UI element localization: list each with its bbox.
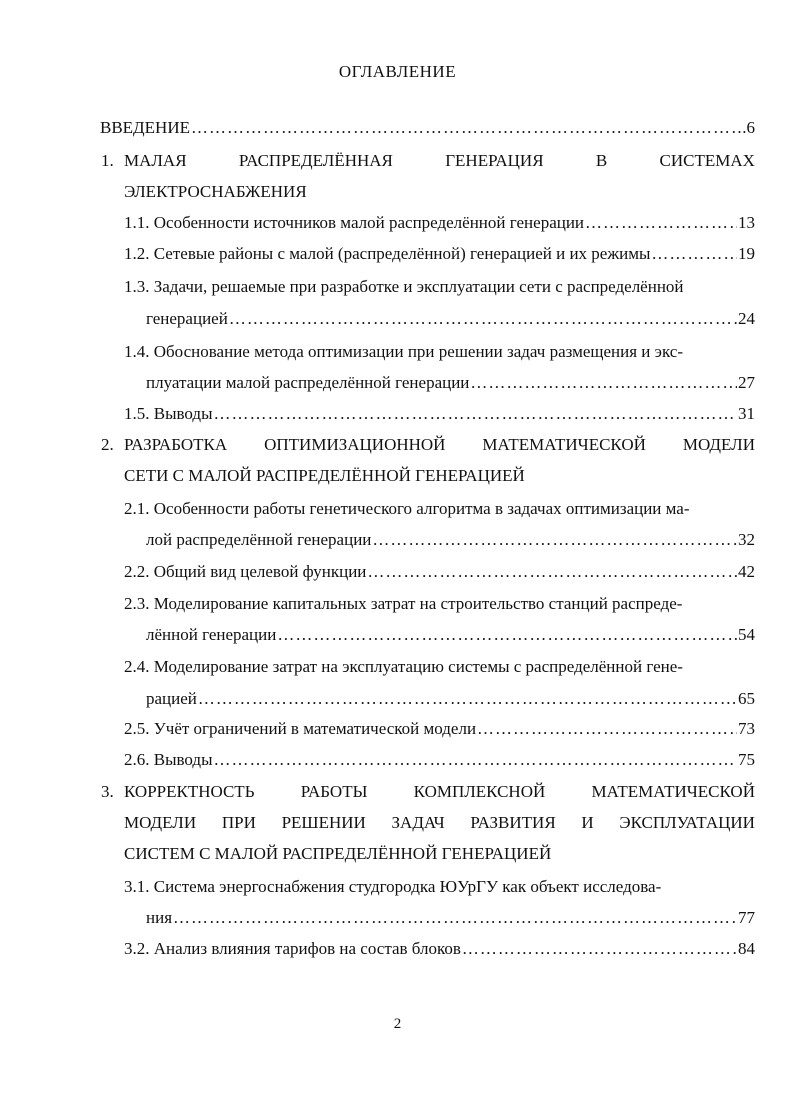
chapter-3-heading-line1[interactable] [124, 781, 755, 803]
toc-item-1-3-line1[interactable]: 1.3. Задачи, решаемые при разработке и эксплуатации сети с распределённой [124, 277, 684, 296]
dot-leader [214, 403, 737, 425]
chapter-2-heading-line1[interactable] [124, 434, 755, 456]
toc-item-label: лой распределённой генерации [146, 530, 372, 549]
toc-item-label: 1.2. Сетевые районы с малой (распределённой) генерацией и их режимы [124, 244, 651, 263]
chapter-3-word: РАЗВИТИЯ [470, 813, 556, 832]
toc-item-label: 2.6. Выводы [124, 750, 213, 769]
toc-item-page: 42 [738, 562, 755, 581]
toc-item-2-4-line2[interactable] [146, 688, 755, 710]
chapter-3-word: КОРРЕКТНОСТЬ [124, 782, 255, 801]
dot-leader [470, 372, 737, 394]
dot-leader [214, 749, 737, 771]
chapter-3-word: РЕШЕНИИ [281, 813, 366, 832]
dot-leader [462, 938, 737, 960]
chapter-2-word: РАЗРАБОТКА [124, 435, 228, 454]
toc-item-label: рацией [146, 689, 197, 708]
toc-item-1-2[interactable] [124, 243, 755, 265]
page-title: ОГЛАВЛЕНИЕ [338, 62, 457, 81]
chapter-1-word: МАЛАЯ [124, 151, 187, 170]
chapter-1-heading-line1[interactable] [124, 150, 755, 172]
toc-item-3-1-line2[interactable] [146, 907, 755, 929]
toc-item-1-1[interactable] [124, 212, 755, 234]
chapter-2-word: МОДЕЛИ [682, 435, 755, 454]
chapter-1-word: ГЕНЕРАЦИЯ [445, 151, 544, 170]
toc-item-2-5[interactable] [124, 718, 755, 740]
toc-item-page: 84 [738, 939, 755, 958]
dot-leader [229, 308, 737, 330]
dot-leader [198, 688, 737, 710]
toc-item-label: 3.2. Анализ влияния тарифов на состав блоков [124, 939, 461, 958]
chapter-3-heading-line2 [124, 812, 755, 834]
chapter-1-number: 1. [101, 151, 114, 170]
toc-intro-label: ВВЕДЕНИЕ [100, 118, 190, 137]
toc-item-label: лённой генерации [146, 625, 277, 644]
toc-item-label: ния [146, 908, 173, 927]
toc-intro[interactable] [100, 117, 755, 139]
chapter-3-number: 3. [101, 782, 114, 801]
chapter-3-word: МОДЕЛИ [124, 813, 197, 832]
toc-item-page: 24 [738, 309, 755, 328]
dot-leader [367, 561, 737, 583]
chapter-3-word: ЗАДАЧ [391, 813, 445, 832]
chapter-3-word: РАБОТЫ [300, 782, 368, 801]
toc-item-page: 31 [738, 404, 755, 423]
dot-leader [477, 718, 737, 740]
toc-item-page: 27 [738, 373, 755, 392]
dot-leader [277, 624, 737, 646]
toc-item-page: 65 [738, 689, 755, 708]
dot-leader [173, 907, 737, 929]
toc-item-2-3-line2[interactable] [146, 624, 755, 646]
toc-item-page: 73 [738, 719, 755, 738]
chapter-2-number: 2. [101, 435, 114, 454]
toc-item-label: плуатации малой распределённой генерации [146, 373, 470, 392]
chapter-1-word: В [595, 151, 608, 170]
toc-item-page: 54 [738, 625, 755, 644]
toc-item-page: 77 [738, 908, 755, 927]
toc-item-page: 75 [738, 750, 755, 769]
chapter-2-heading-line2: СЕТИ С МАЛОЙ РАСПРЕДЕЛЁННОЙ ГЕНЕРАЦИЕЙ [124, 466, 525, 485]
page-number: 2 [393, 1016, 402, 1032]
toc-item-2-1-line2[interactable] [146, 529, 755, 551]
chapter-3-word: КОМПЛЕКСНОЙ [413, 782, 546, 801]
toc-item-2-2[interactable] [124, 561, 755, 583]
chapter-3-word: ЭКСПЛУАТАЦИИ [619, 813, 755, 832]
toc-item-1-4-line1[interactable]: 1.4. Обоснование метода оптимизации при решении задач размещения и экс- [124, 342, 683, 361]
toc-item-page: 32 [738, 530, 755, 549]
chapter-1-word: СИСТЕМАХ [659, 151, 755, 170]
toc-item-label: генерацией [146, 309, 228, 328]
toc-item-1-3-line2[interactable] [146, 308, 755, 330]
toc-item-3-1-line1[interactable]: 3.1. Система энергоснабжения студгородка ЮУрГУ как объект исследова- [124, 877, 662, 896]
chapter-1-heading-line2: ЭЛЕКТРОСНАБЖЕНИЯ [124, 182, 307, 201]
toc-item-2-1-line1[interactable]: 2.1. Особенности работы генетического алгоритма в задачах оптимизации ма- [124, 499, 690, 518]
dot-leader [191, 117, 741, 139]
chapter-3-heading-line3: СИСТЕМ С МАЛОЙ РАСПРЕДЕЛЁННОЙ ГЕНЕРАЦИЕЙ [124, 844, 552, 863]
toc-item-label: 1.1. Особенности источников малой распределённой генерации [124, 213, 585, 232]
dot-leader [372, 529, 737, 551]
dot-leader [585, 212, 737, 234]
toc-item-label: 2.5. Учёт ограничений в математической модели [124, 719, 477, 738]
chapter-2-word: МАТЕМАТИЧЕСКОЙ [482, 435, 646, 454]
chapter-3-word: И [581, 813, 594, 832]
toc-item-2-4-line1[interactable]: 2.4. Моделирование затрат на эксплуатацию системы с распределённой гене- [124, 657, 683, 676]
toc-item-2-6[interactable] [124, 749, 755, 771]
chapter-3-word: ПРИ [221, 813, 256, 832]
chapter-3-word: МАТЕМАТИЧЕСКОЙ [591, 782, 755, 801]
toc-item-1-4-line2[interactable] [146, 372, 755, 394]
toc-item-1-5[interactable] [124, 403, 755, 425]
toc-item-label: 2.2. Общий вид целевой функции [124, 562, 367, 581]
toc-item-page: 13 [738, 213, 755, 232]
toc-item-page: 19 [738, 244, 755, 263]
dot-leader [651, 243, 737, 265]
chapter-1-word: РАСПРЕДЕЛЁННАЯ [238, 151, 393, 170]
toc-item-3-2[interactable] [124, 938, 755, 960]
toc-item-label: 1.5. Выводы [124, 404, 213, 423]
toc-item-2-3-line1[interactable]: 2.3. Моделирование капитальных затрат на строительство станций распреде- [124, 594, 683, 613]
toc-intro-page: .6 [742, 118, 755, 137]
chapter-2-word: ОПТИМИЗАЦИОННОЙ [264, 435, 446, 454]
